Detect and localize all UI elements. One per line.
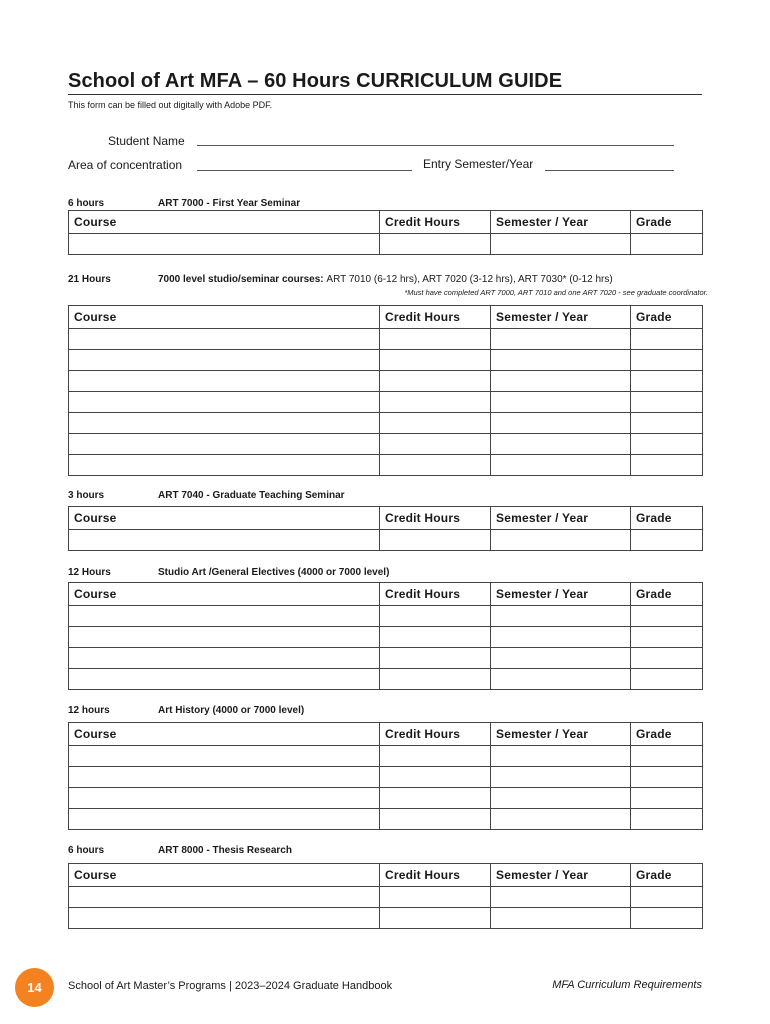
course-header: Course bbox=[69, 507, 380, 530]
table-row bbox=[69, 809, 703, 830]
table-header-row bbox=[69, 211, 703, 234]
credit-hours-cell[interactable] bbox=[380, 627, 491, 648]
credit-hours-header: Credit Hours bbox=[380, 583, 491, 606]
semester-year-cell[interactable] bbox=[491, 788, 631, 809]
grade-cell[interactable] bbox=[631, 809, 703, 830]
credit-hours-header: Credit Hours bbox=[380, 211, 491, 234]
table-row bbox=[69, 648, 703, 669]
student-name-field[interactable] bbox=[197, 145, 674, 146]
semester-year-cell[interactable] bbox=[491, 648, 631, 669]
table-row bbox=[69, 455, 703, 476]
credit-hours-cell[interactable] bbox=[380, 606, 491, 627]
section-description-text: ART 8000 - Thesis Research bbox=[158, 845, 292, 856]
semester-year-cell[interactable] bbox=[491, 809, 631, 830]
section-description-text: ART 7040 - Graduate Teaching Seminar bbox=[158, 490, 345, 501]
grade-cell[interactable] bbox=[631, 434, 703, 455]
section-description-text: Art History (4000 or 7000 level) bbox=[158, 705, 305, 716]
section-description bbox=[158, 845, 292, 856]
credit-hours-cell[interactable] bbox=[380, 767, 491, 788]
semester-year-cell[interactable] bbox=[491, 908, 631, 929]
section-description bbox=[158, 567, 389, 578]
grade-header: Grade bbox=[631, 723, 703, 746]
credit-hours-cell[interactable] bbox=[380, 350, 491, 371]
section-hours: 3 hours bbox=[68, 490, 105, 501]
grade-cell[interactable] bbox=[631, 788, 703, 809]
grade-cell[interactable] bbox=[631, 908, 703, 929]
grade-cell[interactable] bbox=[631, 329, 703, 350]
course-cell[interactable] bbox=[69, 669, 380, 690]
entry-semester-label: Entry Semester/Year bbox=[423, 157, 534, 171]
semester-year-cell[interactable] bbox=[491, 455, 631, 476]
course-header: Course bbox=[69, 306, 380, 329]
section-hours: 6 hours bbox=[68, 845, 105, 856]
grade-cell[interactable] bbox=[631, 669, 703, 690]
section-description-detail: ART 7010 (6-12 hrs), ART 7020 (3-12 hrs), ART 7030* (0-12 hrs) bbox=[326, 274, 613, 285]
table-row bbox=[69, 669, 703, 690]
course-table bbox=[68, 863, 703, 929]
semester-year-cell[interactable] bbox=[491, 530, 631, 551]
table-row bbox=[69, 413, 703, 434]
grade-header: Grade bbox=[631, 211, 703, 234]
course-cell[interactable] bbox=[69, 530, 380, 551]
credit-hours-cell[interactable] bbox=[380, 648, 491, 669]
grade-cell[interactable] bbox=[631, 371, 703, 392]
grade-header: Grade bbox=[631, 507, 703, 530]
semester-year-cell[interactable] bbox=[491, 767, 631, 788]
course-header: Course bbox=[69, 864, 380, 887]
table-row bbox=[69, 746, 703, 767]
section-hours: 21 Hours bbox=[68, 274, 111, 285]
table-row bbox=[69, 606, 703, 627]
grade-cell[interactable] bbox=[631, 887, 703, 908]
semester-year-cell[interactable] bbox=[491, 434, 631, 455]
grade-cell[interactable] bbox=[631, 392, 703, 413]
table-row bbox=[69, 434, 703, 455]
grade-cell[interactable] bbox=[631, 455, 703, 476]
credit-hours-cell[interactable] bbox=[380, 234, 491, 255]
table-row bbox=[69, 371, 703, 392]
credit-hours-header: Credit Hours bbox=[380, 507, 491, 530]
credit-hours-cell[interactable] bbox=[380, 809, 491, 830]
credit-hours-cell[interactable] bbox=[380, 788, 491, 809]
credit-hours-cell[interactable] bbox=[380, 434, 491, 455]
footer-handbook-title: School of Art Master’s Programs | 2023–2024 Graduate Handbook bbox=[68, 980, 393, 992]
semester-year-header: Semester / Year bbox=[491, 306, 631, 329]
page-number-badge: 14 bbox=[15, 968, 54, 1007]
semester-year-header: Semester / Year bbox=[491, 723, 631, 746]
course-cell[interactable] bbox=[69, 746, 380, 767]
credit-hours-cell[interactable] bbox=[380, 455, 491, 476]
semester-year-cell[interactable] bbox=[491, 371, 631, 392]
table-row bbox=[69, 530, 703, 551]
section-description-text: ART 7000 - First Year Seminar bbox=[158, 198, 301, 209]
footer-section-title: MFA Curriculum Requirements bbox=[552, 979, 702, 991]
table-header-row bbox=[69, 864, 703, 887]
section-hours: 12 hours bbox=[68, 705, 110, 716]
semester-year-cell[interactable] bbox=[491, 627, 631, 648]
section-footnote: *Must have completed ART 7000, ART 7010 and one ART 7020 - see graduate coordinator. bbox=[404, 288, 708, 297]
grade-cell[interactable] bbox=[631, 530, 703, 551]
credit-hours-cell[interactable] bbox=[380, 746, 491, 767]
grade-cell[interactable] bbox=[631, 606, 703, 627]
grade-header: Grade bbox=[631, 306, 703, 329]
section-description bbox=[158, 705, 304, 716]
table-row bbox=[69, 908, 703, 929]
semester-year-header: Semester / Year bbox=[491, 583, 631, 606]
credit-hours-cell[interactable] bbox=[380, 887, 491, 908]
section-description-text: 7000 level studio/seminar courses: bbox=[158, 274, 324, 285]
course-header: Course bbox=[69, 723, 380, 746]
course-table bbox=[68, 210, 703, 255]
grade-cell[interactable] bbox=[631, 350, 703, 371]
credit-hours-cell[interactable] bbox=[380, 669, 491, 690]
area-label: Area of concentration bbox=[68, 158, 183, 172]
credit-hours-cell[interactable] bbox=[380, 329, 491, 350]
course-header: Course bbox=[69, 211, 380, 234]
credit-hours-header: Credit Hours bbox=[380, 723, 491, 746]
semester-year-header: Semester / Year bbox=[491, 507, 631, 530]
grade-cell[interactable] bbox=[631, 627, 703, 648]
course-cell[interactable] bbox=[69, 392, 380, 413]
semester-year-header: Semester / Year bbox=[491, 211, 631, 234]
credit-hours-cell[interactable] bbox=[380, 908, 491, 929]
course-header: Course bbox=[69, 583, 380, 606]
table-header-row bbox=[69, 583, 703, 606]
course-cell[interactable] bbox=[69, 329, 380, 350]
section-description bbox=[158, 274, 613, 285]
semester-year-cell[interactable] bbox=[491, 669, 631, 690]
credit-hours-cell[interactable] bbox=[380, 371, 491, 392]
course-cell[interactable] bbox=[69, 887, 380, 908]
semester-year-cell[interactable] bbox=[491, 606, 631, 627]
table-header-row bbox=[69, 306, 703, 329]
page-subtitle: This form can be filled out digitally with Adobe PDF. bbox=[68, 100, 273, 110]
credit-hours-header: Credit Hours bbox=[380, 306, 491, 329]
table-row bbox=[69, 392, 703, 413]
entry-semester-field[interactable] bbox=[545, 170, 674, 171]
table-row bbox=[69, 329, 703, 350]
course-table bbox=[68, 582, 703, 690]
section-description bbox=[158, 490, 345, 501]
course-table bbox=[68, 506, 703, 551]
grade-header: Grade bbox=[631, 583, 703, 606]
course-cell[interactable] bbox=[69, 788, 380, 809]
semester-year-header: Semester / Year bbox=[491, 864, 631, 887]
course-cell[interactable] bbox=[69, 767, 380, 788]
course-cell[interactable] bbox=[69, 809, 380, 830]
section-hours: 12 Hours bbox=[68, 567, 111, 578]
semester-year-cell[interactable] bbox=[491, 413, 631, 434]
grade-cell[interactable] bbox=[631, 648, 703, 669]
page-title: School of Art MFA – 60 Hours CURRICULUM GUIDE bbox=[68, 70, 563, 92]
course-cell[interactable] bbox=[69, 371, 380, 392]
section-description-text: Studio Art /General Electives (4000 or 7000 level) bbox=[158, 567, 390, 578]
table-row bbox=[69, 767, 703, 788]
grade-cell[interactable] bbox=[631, 234, 703, 255]
grade-cell[interactable] bbox=[631, 746, 703, 767]
course-cell[interactable] bbox=[69, 648, 380, 669]
course-table bbox=[68, 722, 703, 830]
semester-year-cell[interactable] bbox=[491, 392, 631, 413]
table-row bbox=[69, 234, 703, 255]
credit-hours-cell[interactable] bbox=[380, 413, 491, 434]
section-description bbox=[158, 198, 300, 209]
course-cell[interactable] bbox=[69, 908, 380, 929]
section-hours: 6 hours bbox=[68, 198, 105, 209]
credit-hours-header: Credit Hours bbox=[380, 864, 491, 887]
semester-year-cell[interactable] bbox=[491, 329, 631, 350]
student-name-label: Student Name bbox=[108, 134, 185, 148]
semester-year-cell[interactable] bbox=[491, 746, 631, 767]
table-row bbox=[69, 627, 703, 648]
table-row bbox=[69, 887, 703, 908]
grade-cell[interactable] bbox=[631, 413, 703, 434]
semester-year-cell[interactable] bbox=[491, 234, 631, 255]
course-cell[interactable] bbox=[69, 350, 380, 371]
table-row bbox=[69, 350, 703, 371]
grade-cell[interactable] bbox=[631, 767, 703, 788]
table-row bbox=[69, 788, 703, 809]
area-field[interactable] bbox=[197, 170, 412, 171]
course-table bbox=[68, 305, 703, 476]
course-cell[interactable] bbox=[69, 434, 380, 455]
course-cell[interactable] bbox=[69, 627, 380, 648]
credit-hours-cell[interactable] bbox=[380, 530, 491, 551]
title-rule bbox=[68, 94, 702, 95]
credit-hours-cell[interactable] bbox=[380, 392, 491, 413]
semester-year-cell[interactable] bbox=[491, 350, 631, 371]
table-header-row bbox=[69, 507, 703, 530]
course-cell[interactable] bbox=[69, 455, 380, 476]
grade-header: Grade bbox=[631, 864, 703, 887]
course-cell[interactable] bbox=[69, 606, 380, 627]
course-cell[interactable] bbox=[69, 234, 380, 255]
table-header-row bbox=[69, 723, 703, 746]
course-cell[interactable] bbox=[69, 413, 380, 434]
semester-year-cell[interactable] bbox=[491, 887, 631, 908]
